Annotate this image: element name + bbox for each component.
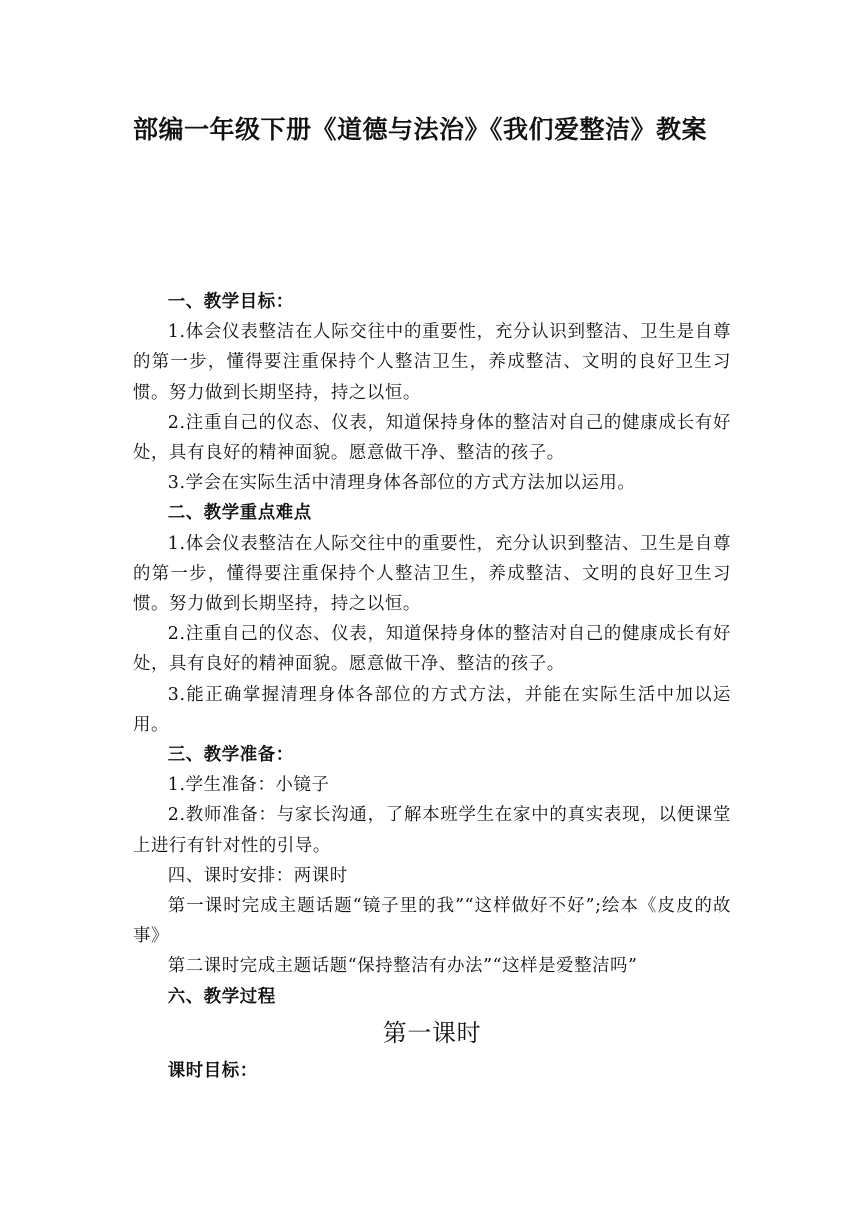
paragraph: 3.学会在实际生活中清理身体各部位的方式方法加以运用。	[167, 473, 636, 494]
section-heading-schedule: 四、课时安排：两课时	[167, 865, 348, 886]
section-heading-process: 六、教学过程	[167, 986, 276, 1007]
paragraph: 2.教师准备：与家长沟通，了解本班学生在家中的真实表现，以便课堂上进行有针对性的引导。	[133, 805, 731, 856]
lesson-title: 第一课时	[382, 1018, 482, 1047]
paragraph: 第一课时完成主题话题“镜子里的我”“这样做好不好”;绘本《皮皮的故事》	[133, 896, 731, 947]
section-heading-key-points: 二、教学重点难点	[167, 503, 312, 524]
paragraph: 1.体会仪表整洁在人际交往中的重要性，充分认识到整洁、卫生是自尊的第一步，懂得要注重保持个人整洁卫生，养成整洁、文明的良好卫生习惯。努力做到长期坚持，持之以恒。	[133, 322, 731, 403]
document-title: 部编一年级下册《道德与法治》《我们爱整洁》教案	[133, 115, 708, 144]
paragraph: 第二课时完成主题话题“保持整洁有办法”“这样是爱整洁吗”	[167, 956, 638, 977]
section-heading-preparation: 三、教学准备：	[167, 745, 294, 766]
paragraph: 1.体会仪表整洁在人际交往中的重要性，充分认识到整洁、卫生是自尊的第一步，懂得要注重保持个人整洁卫生，养成整洁、文明的良好卫生习惯。努力做到长期坚持，持之以恒。	[133, 533, 731, 615]
paragraph: 3.能正确掌握清理身体各部位的方式方法，并能在实际生活中加以运用。	[133, 684, 731, 735]
paragraph: 1.学生准备：小镜子	[167, 775, 330, 796]
paragraph: 2.注重自己的仪态、仪表，知道保持身体的整洁对自己的健康成长有好处，具有良好的精神面貌。愿意做干净、整洁的孩子。	[133, 624, 731, 675]
paragraph: 2.注重自己的仪态、仪表，知道保持身体的整洁对自己的健康成长有好处，具有良好的精神面貌。愿意做干净、整洁的孩子。	[133, 412, 731, 464]
section-heading-goals: 一、教学目标：	[167, 292, 294, 312]
document-body	[133, 287, 731, 1086]
lesson-goal-heading: 课时目标：	[167, 1060, 258, 1081]
